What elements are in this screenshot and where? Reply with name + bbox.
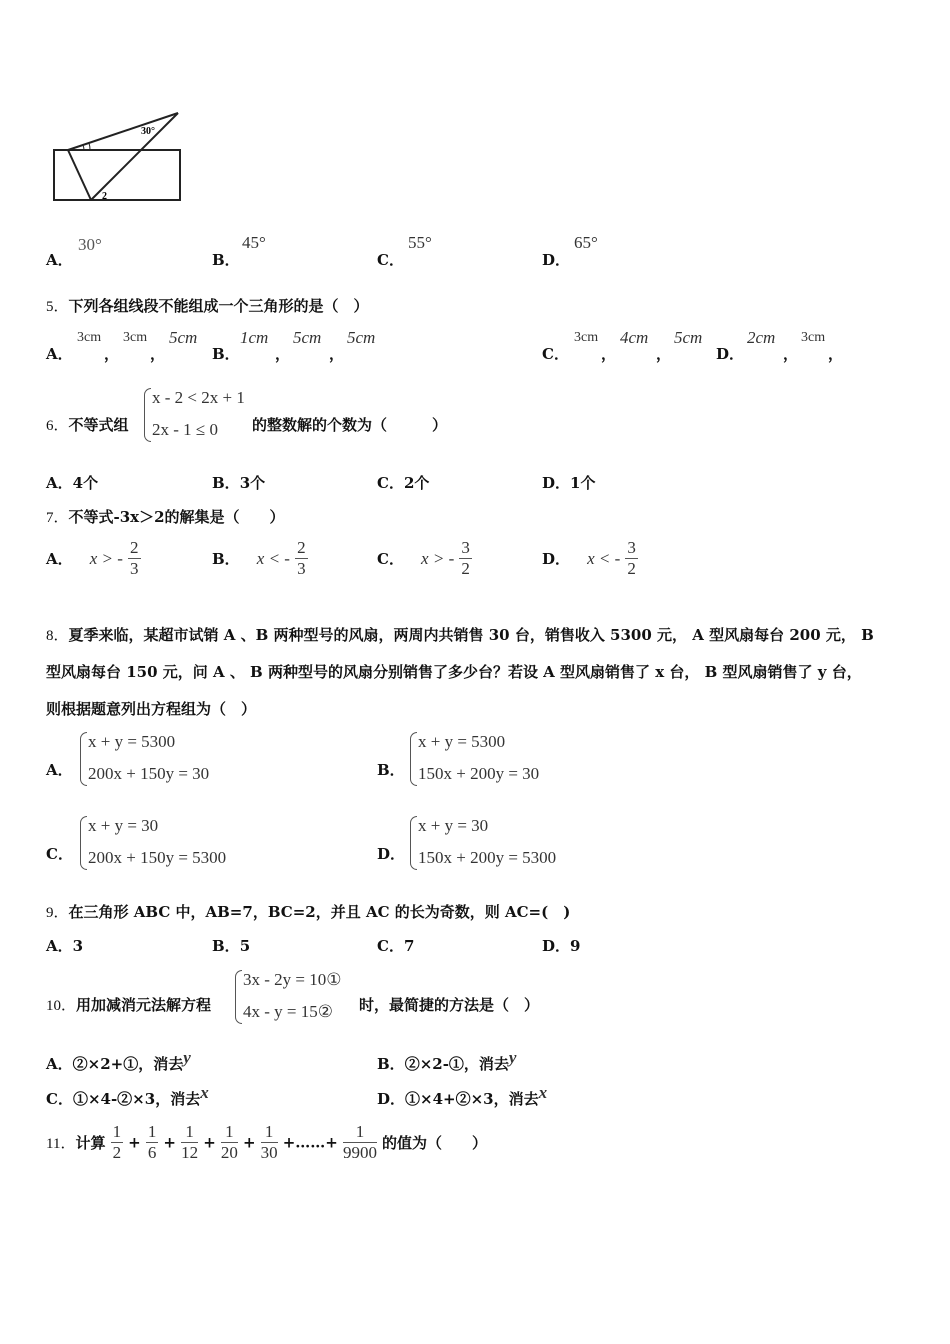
q10-option-c[interactable]: C．①×4-②×3，消去x — [46, 1083, 209, 1108]
q6-line2: 2x - 1 ≤ 0 — [152, 420, 218, 439]
q5-b-1: 1cm — [240, 328, 269, 347]
q5-option-b-letter[interactable]: B． — [212, 345, 240, 363]
q10-equation-system — [235, 970, 355, 1022]
q5-c-3: 5cm — [674, 328, 703, 347]
q9-stem: 9．在三角形 ABC 中，AB=7，BC=2，并且 AC 的长为奇数，则 AC=( ) — [46, 903, 571, 921]
q10-prefix: 10．用加减消元法解方程 — [46, 996, 212, 1014]
q6-brace — [144, 388, 151, 442]
q11-frac-5: $\frac{1}{30}$ — [260, 1122, 278, 1162]
q10-line2: 4x - y = 15② — [243, 1002, 333, 1021]
q5-option-c-letter[interactable]: C． — [542, 345, 569, 363]
q10-option-d[interactable]: D．①×4+②×3，消去x — [377, 1083, 548, 1108]
q6-option-b[interactable]: B．3个 — [212, 474, 266, 492]
triangle-left-edge — [68, 150, 91, 200]
q5-b-3: 5cm — [347, 328, 376, 347]
q11-frac-3: $\frac{1}{12}$ — [181, 1122, 199, 1162]
q5-number: 5． — [46, 299, 69, 315]
q6-option-c[interactable]: C．2个 — [377, 474, 430, 492]
q5-d-sep-1: ， — [783, 345, 799, 363]
q5-b-sep-2: ， — [329, 345, 345, 363]
q6-option-a[interactable]: A．4个 — [46, 474, 99, 492]
q10-number: 10． — [46, 998, 77, 1014]
q6-option-d[interactable]: D．1个 — [542, 474, 596, 492]
q7-stem — [46, 506, 285, 527]
q6-inequality-system — [144, 388, 264, 440]
q11-frac-2: $\frac{1}{6}$ — [147, 1122, 157, 1162]
q5-c-2: 4cm — [620, 328, 649, 347]
q8-option-d-system: x + y = 30 150x + 200y = 5300 — [410, 816, 580, 868]
q11-suffix: 的值为（ ） — [382, 1134, 488, 1152]
q10-line1: 3x - 2y = 10① — [243, 970, 342, 989]
angle-arc-2 — [89, 143, 90, 150]
q5-text: 下列各组线段不能组成一个三角形的是（ ） — [68, 297, 369, 315]
q7-c-fraction: $\frac{3}{2}$ — [461, 538, 470, 578]
q4-option-a-value: 30° — [78, 235, 102, 254]
q5-a-1: 3cm — [77, 330, 102, 345]
q8-line2: 型风扇每台 150 元，问 A 、 B 两种型号的风扇分别销售了多少台？若设 A 型风扇销售了 x 台， B 型风扇销售了 y 台， — [46, 663, 862, 681]
q5-option-a-letter[interactable]: A． — [46, 345, 73, 363]
q5-d-2: 3cm — [801, 330, 826, 345]
q8-number: 8． — [46, 628, 69, 644]
q11-prefix: 11．计算 — [46, 1134, 106, 1152]
q8-option-b-letter[interactable]: B． — [377, 761, 405, 779]
q8-option-c-letter[interactable]: C． — [46, 845, 73, 863]
q7-c-lhs: x > - — [421, 548, 455, 568]
angle-2-label: 2 — [102, 191, 107, 202]
q7-number: 7． — [46, 510, 69, 526]
q4-option-d-value: 65° — [574, 233, 598, 252]
triangle-top-edge — [68, 113, 178, 150]
q5-c-1: 3cm — [574, 330, 599, 345]
q7-b-lhs: x < - — [256, 548, 290, 568]
q8-option-a-letter[interactable]: A． — [46, 761, 73, 779]
q7-option-b[interactable]: B． x < - $\frac{2}{3}$ — [212, 538, 306, 578]
q5-d-1: 2cm — [747, 328, 776, 347]
q9-number: 9． — [46, 905, 69, 921]
q10-option-a[interactable]: A．②×2+①，消去y — [46, 1048, 191, 1073]
q5-b-sep-1: ， — [275, 345, 291, 363]
q7-d-fraction: $\frac{3}{2}$ — [627, 538, 636, 578]
q5-a-sep-1: ， — [104, 345, 120, 363]
q11-expression: 11．计算 $\frac{1}{2}$ + $\frac{1}{6}$ + $\frac{1}{12}$ + $\frac{1}{20}$ + $\frac{1}{30}$ +……+ $\frac{1}{9900}$ 的值为（ ） — [46, 1122, 488, 1162]
q7-a-fraction: $\frac{2}{3}$ — [130, 538, 139, 578]
q5-stem — [46, 295, 369, 316]
q7-option-a[interactable]: A． x > - $\frac{2}{3}$ — [46, 538, 139, 578]
q7-d-lhs: x < - — [587, 548, 621, 568]
q10-suffix: 时，最简捷的方法是（ ） — [359, 996, 540, 1014]
triangle-hypotenuse — [91, 113, 178, 200]
q7-option-c[interactable]: C． x > - $\frac{3}{2}$ — [377, 538, 470, 578]
q5-a-3: 5cm — [169, 328, 198, 347]
q8-option-c-system: x + y = 30 200x + 150y = 5300 — [80, 816, 250, 868]
q9-option-c[interactable]: C．7 — [377, 937, 415, 955]
q5-option-d-letter[interactable]: D． — [716, 345, 745, 363]
q8-option-d-letter[interactable]: D． — [377, 845, 406, 863]
q11-frac-1: $\frac{1}{2}$ — [112, 1122, 122, 1162]
q8-option-a-system: x + y = 5300 200x + 150y = 30 — [80, 732, 250, 784]
q4-option-a-letter[interactable]: A． — [46, 251, 73, 269]
q4-option-c-value: 55° — [408, 233, 432, 252]
q6-line1: x - 2 < 2x + 1 — [152, 388, 245, 407]
q6-number: 6． — [46, 418, 69, 434]
q6-suffix: 的整数解的个数为（ ） — [252, 416, 448, 434]
q5-a-2: 3cm — [123, 330, 148, 345]
q11-frac-4: $\frac{1}{20}$ — [220, 1122, 238, 1162]
q5-c-sep-2: ， — [656, 345, 672, 363]
q5-a-sep-2: ， — [150, 345, 166, 363]
q7-b-fraction: $\frac{2}{3}$ — [297, 538, 306, 578]
q4-option-d-letter[interactable]: D． — [542, 251, 571, 269]
angle-30-label: 30° — [141, 126, 155, 137]
q6-prefix — [46, 414, 129, 435]
q11-ellipsis: +……+ — [282, 1133, 338, 1152]
q5-b-2: 5cm — [293, 328, 322, 347]
q5-d-sep-2: ， — [828, 345, 844, 363]
q8-line1: 8．夏季来临，某超市试销 A 、B 两种型号的风扇，两周内共销售 30 台，销售收入 5300 元， A 型风扇每台 200 元， B — [46, 626, 874, 644]
q9-option-b[interactable]: B．5 — [212, 937, 251, 955]
q9-option-d[interactable]: D．9 — [542, 937, 581, 955]
q11-frac-last: $\frac{1}{9900}$ — [342, 1122, 377, 1162]
q4-option-c-letter[interactable]: C． — [377, 251, 404, 269]
q9-option-a[interactable]: A．3 — [46, 937, 84, 955]
q7-a-lhs: x > - — [89, 548, 123, 568]
q5-c-sep-1: ， — [601, 345, 617, 363]
q7-text: 不等式-3x＞2的解集是（ ） — [68, 508, 285, 526]
q6-prefix-text: 不等式组 — [68, 416, 129, 434]
q4-option-b-letter[interactable]: B． — [212, 251, 240, 269]
geometry-figure — [48, 110, 188, 205]
q8-option-b-system: x + y = 5300 150x + 200y = 30 — [410, 732, 580, 784]
q10-option-b[interactable]: B．②×2-①，消去y — [377, 1048, 517, 1073]
q7-option-d[interactable]: D． x < - $\frac{3}{2}$ — [542, 538, 636, 578]
q8-line3: 则根据题意列出方程组为（ ） — [46, 700, 257, 718]
q4-option-b-value: 45° — [242, 233, 266, 252]
